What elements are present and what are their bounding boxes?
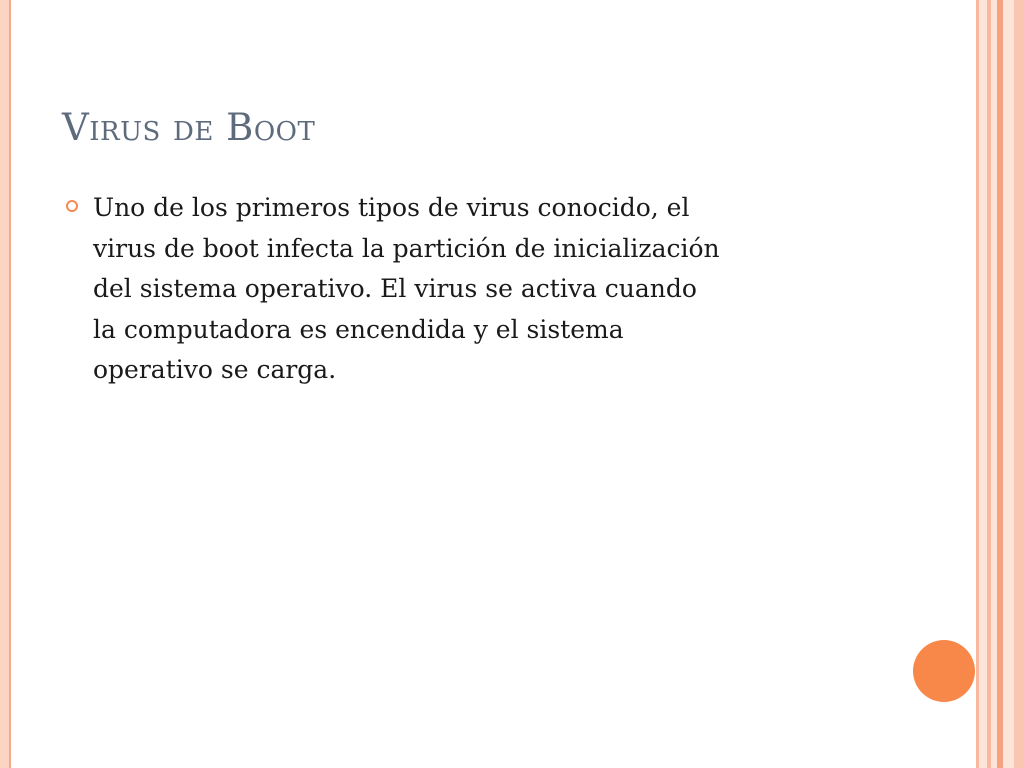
bullet-item xyxy=(66,188,886,391)
slide-content xyxy=(66,188,886,391)
left-border-line xyxy=(9,0,11,768)
right-border-stripe xyxy=(1003,0,1014,768)
decorative-circle xyxy=(913,640,975,702)
slide-title: Virus de Boot xyxy=(62,106,316,149)
right-border-stripe xyxy=(1014,0,1024,768)
left-border-band xyxy=(0,0,9,768)
bullet-circle-icon xyxy=(66,200,78,212)
bullet-text: Uno de los primeros tipos de virus conocido, el virus de boot infecta la partición de inicialización del sistema operativo. El virus se activa cuando la computadora es encendida y el sistema operativo se carga. xyxy=(93,193,720,384)
right-border-stripe xyxy=(979,0,987,768)
